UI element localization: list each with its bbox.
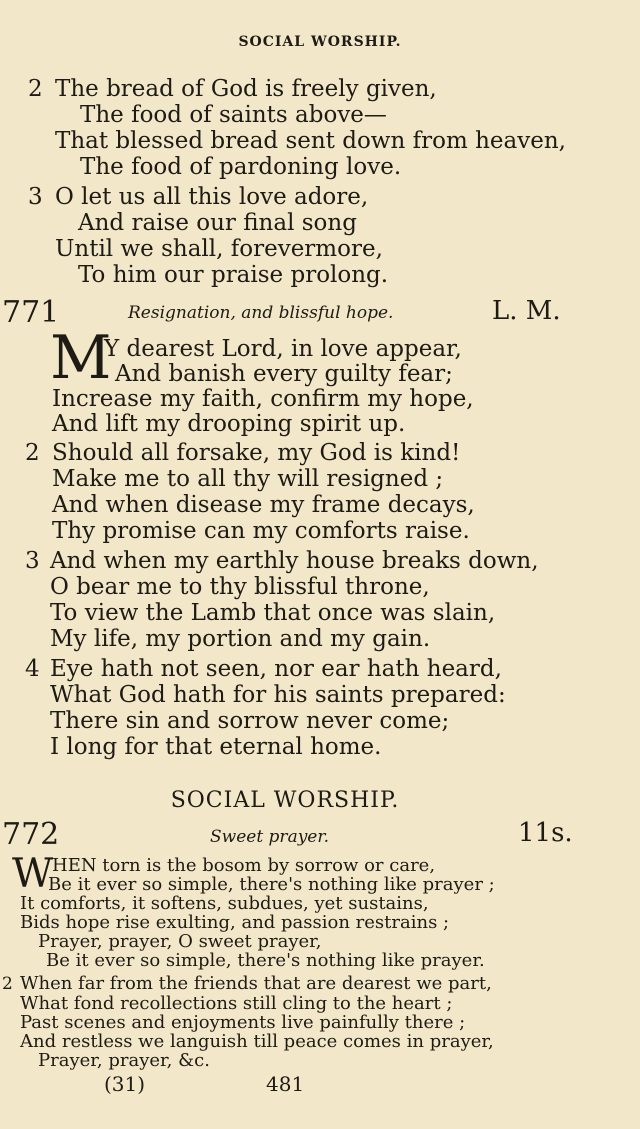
hymn-line: The bread of God is freely given, [55,76,437,102]
hymn-line: Increase my faith, confirm my hope, [52,386,474,412]
hymn-line: Prayer, prayer, O sweet prayer, [38,931,322,952]
hymn-line: What fond recollections still cling to the heart ; [20,993,453,1014]
hymn-line: My life, my portion and my gain. [50,626,431,652]
hymn-line: And lift my drooping spirit up. [52,411,406,437]
hymn-line: O let us all this love adore, [55,184,369,210]
hymn-line: And raise our final song [78,210,357,236]
hymn-line: Eye hath not seen, nor ear hath heard, [50,656,502,682]
hymn-line: To him our praise prolong. [78,262,389,288]
stanza-number: 3 [28,184,43,210]
stanza-number: 4 [25,656,40,682]
hymn-line: And banish every guilty fear; [115,361,453,387]
hymn-number: 771 [2,295,60,330]
hymn-line: The food of pardoning love. [80,154,402,180]
stanza-number: 2 [25,440,40,466]
hymn-line: Prayer, prayer, &c. [38,1050,210,1071]
stanza-number: 2 [2,974,13,994]
hymn-line: And restless we languish till peace comes in prayer, [20,1031,494,1052]
hymn-line: Should all forsake, my God is kind! [52,440,461,466]
hymn-meter: L. M. [492,296,561,326]
hymn-line: When far from the friends that are dearest we part, [20,973,492,994]
hymn-line: The food of saints above— [80,102,387,128]
hymn-line: Make me to all thy will resigned ; [52,466,444,492]
hymn-line: What God hath for his saints prepared: [50,682,506,708]
hymn-title: Resignation, and blissful hope. [128,303,394,323]
stanza-number: 3 [25,548,40,574]
hymn-line: HEN torn is the bosom by sorrow or care, [52,855,436,876]
hymn-title: Sweet prayer. [210,827,330,847]
running-head: SOCIAL WORSHIP. [238,34,402,50]
hymn-line: To view the Lamb that once was slain, [50,600,496,626]
hymn-number: 772 [2,817,60,852]
signature-mark: (31) [104,1072,146,1096]
hymn-line: O bear me to thy blissful throne, [50,574,430,600]
hymn-line: Be it ever so simple, there's nothing like prayer. [46,950,485,971]
hymn-line: And when my earthly house breaks down, [50,548,539,574]
hymn-line: It comforts, it softens, subdues, yet sustains, [20,893,429,914]
stanza-number: 2 [28,76,43,102]
drop-cap: M [50,323,112,393]
hymn-line: That blessed bread sent down from heaven, [55,128,566,154]
hymn-line: I long for that eternal home. [50,734,382,760]
hymn-line: Until we shall, forevermore, [55,236,383,262]
hymn-meter: 11s. [518,818,573,848]
hymn-line: Past scenes and enjoyments live painfully there ; [20,1012,466,1033]
hymn-line: Thy promise can my comforts raise. [52,518,470,544]
section-heading: SOCIAL WORSHIP. [170,788,400,813]
hymn-line: Y dearest Lord, in love appear, [104,336,462,362]
hymn-line: Be it ever so simple, there's nothing like prayer ; [48,874,495,895]
drop-cap: W [12,851,54,897]
hymn-line: And when disease my frame decays, [52,492,475,518]
page-number: 481 [266,1072,305,1096]
hymn-line: Bids hope rise exulting, and passion restrains ; [20,912,450,933]
hymn-line: There sin and sorrow never come; [50,708,450,734]
